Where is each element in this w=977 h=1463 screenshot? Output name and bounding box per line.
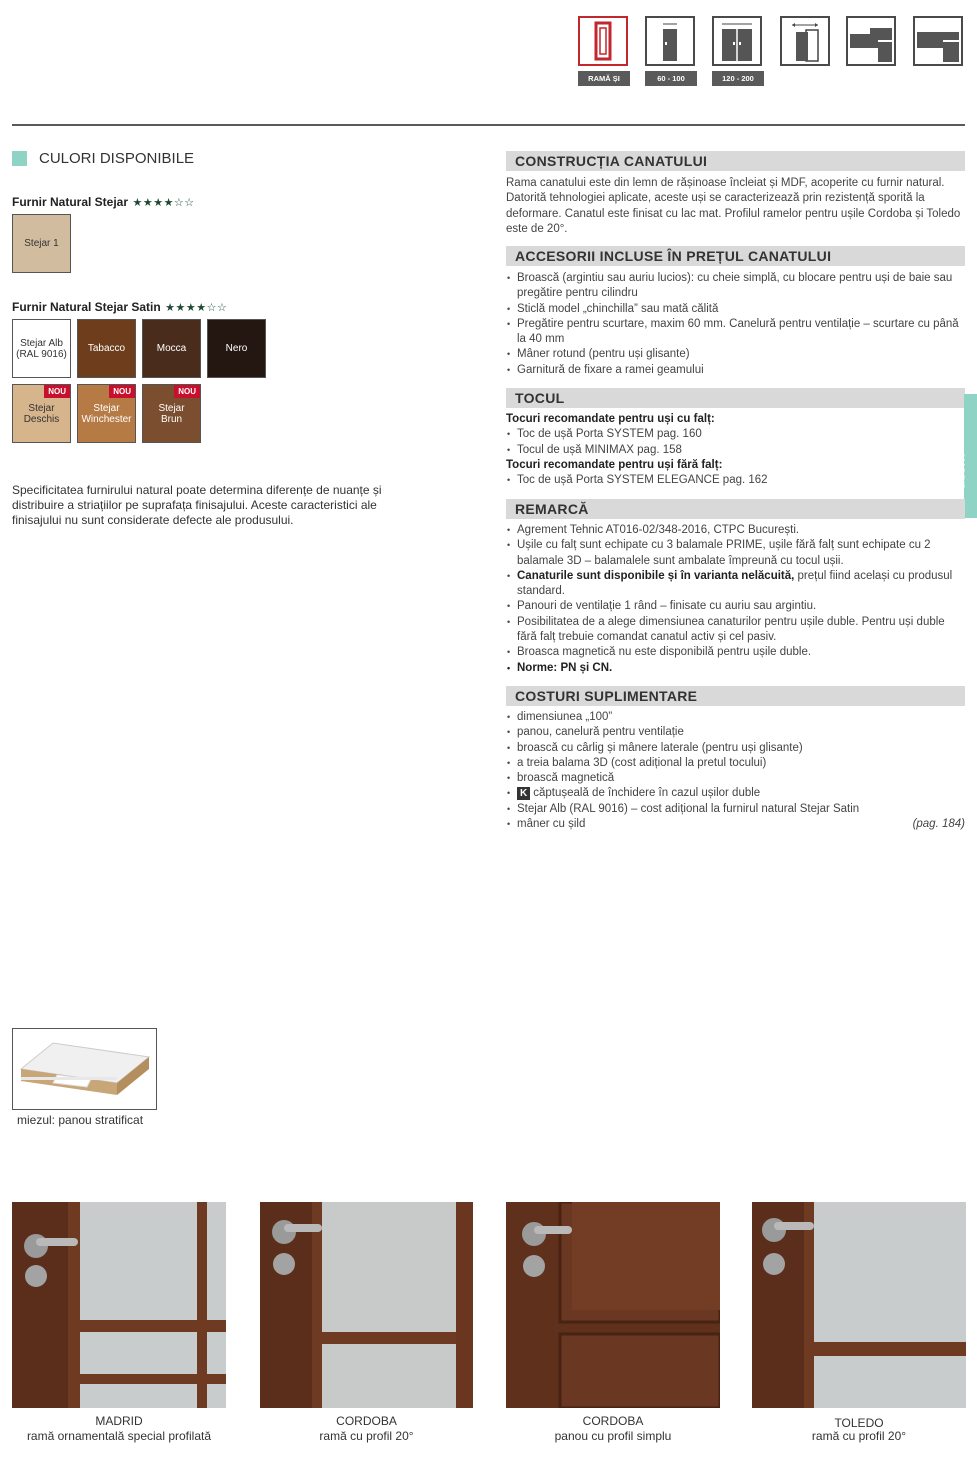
list-item: • panou, canelură pentru ventilație [506,725,965,740]
extra-costs-heading: COSTURI SUPLIMENTARE [506,686,965,706]
group2-rating: ★★★★☆☆ [165,302,228,314]
list-item: • Garnitură de fixare a ramei geamului [506,363,965,378]
section-marker [12,151,27,166]
k-item-text: căptușeală de închidere în cazul ușilor duble [533,787,761,800]
swatch-mocca[interactable] [142,319,201,378]
group1-rating: ★★★★☆☆ [132,197,195,209]
list-item: • Agrement Tehnic AT016-02/348-2016, CTPC București. [506,523,965,538]
door-photo-cordoba-frame [260,1202,473,1408]
group1-title [12,193,195,211]
page-reference: (pag. 184) [912,818,965,831]
extra-costs-list [506,710,965,832]
rebated-profile-icon [846,16,896,66]
k-badge-icon: K [517,787,530,800]
remark-list [506,523,965,676]
list-item: • Sticlă model „chinchilla” sau mată călită [506,302,965,317]
door-name: CORDOBA [582,1414,644,1428]
frame-panel-icon [578,16,628,66]
double-door-icon [712,16,762,66]
remark-heading: REMARCĂ [506,499,965,519]
list-item: • Ușile cu falț sunt echipate cu 3 balamale PRIME, ușile fără falț sunt echipate cu 2 balamale 3D – balamalele sunt ambalate împreună cu tocul ușii. [506,538,965,569]
list-item: • Mâner rotund (pentru uși glisante) [506,347,965,362]
list-item: • broască cu cârlig și mânere laterale (pentru uși glisante) [506,741,965,756]
list-item: • Panouri de ventilație 1 rând – finisate cu auriu sau argintiu. [506,599,965,614]
width-range-single: 60 - 100 [645,71,697,86]
swatch-label: Stejar 1 [24,238,59,249]
swatch-label: Stejar Winchester [81,402,132,425]
new-badge: NOU [174,385,200,398]
new-badge: NOU [109,385,135,398]
side-tab [956,394,977,518]
frame-heading: TOCUL [506,388,965,408]
list-item: • Broască (argintiu sau auriu lucios): cu cheie simplă, cu blocare pentru uși de baie sau pregătire pentru cilindru [506,271,965,302]
swatch-label: Nero [225,343,248,354]
list-item: • Broasca magnetică nu este disponibilă pentru ușile duble. [506,645,965,660]
construction-paragraph: Rama canatului este din lemn de rășinoase încleiat și MDF, acoperite cu furnir natural. Datorită tehnologiei aplicate, aceste uși se caracterizează prin rezistență sporită la deformare. Canatul este finisat cu lac mat. Profilul ramelor pentru ușile Cordoba și Toledo este de 20°. [506,177,961,235]
veneer-note: Specificitatea furnirului natural poate determina diferențe de nuanțe și distribuire a striațiilor pe suprafața finisajului. Aceste caracteristici ale finisajului nu sunt considerate defecte ale produsului. [12,483,382,527]
item-rest: prețul fiind același cu produsul standard. [517,569,953,598]
emphasis-text: Canaturile sunt disponibile și în varianta nelăcuită, [517,569,795,582]
list-item: • Tocul de ușă MINIMAX pag. 158 [506,443,965,458]
list-item: • Toc de ușă Porta SYSTEM ELEGANCE pag. 162 [506,473,965,488]
list-item: • Posibilitatea de a alege dimensiunea canaturilor pentru ușile duble. Pentru uși duble fără falț trebuie comandat canatul activ și cel pasiv. [506,615,965,646]
door-photo-toledo [752,1202,966,1408]
door-caption-toledo [752,1416,966,1444]
item-text: • mâner cu șild [517,818,586,831]
flush-profile-icon [913,16,963,66]
list-item [506,786,965,801]
frame-subtitle-flush: Tocuri recomandate pentru uși fără falț: [506,458,723,471]
door-photo-madrid [12,1202,226,1408]
accessories-heading: ACCESORII INCLUSE ÎN PREȚUL CANATULUI [506,246,965,266]
swatch-label: Stejar Alb (RAL 9016) [16,337,67,360]
list-item: • Norme: PN și CN. [506,661,965,676]
colors-title-text: CULORI DISPONIBILE [39,150,195,167]
group2-title-text: Furnir Natural Stejar Satin [12,300,161,314]
single-door-icon [645,16,695,66]
door-name: CORDOBA [336,1414,397,1428]
group2-title [12,298,227,316]
door-name: TOLEDO [834,1416,884,1430]
side-tab-label: MADRID [956,454,966,490]
swatch-label: Mocca [156,343,187,354]
swatch-tabacco[interactable] [77,319,136,378]
door-description: ramă cu profil 20° [319,1429,414,1443]
header-divider [12,124,965,126]
swatch-stejar-winchester[interactable] [77,384,136,443]
door-description: panou cu profil simplu [554,1429,672,1443]
swatch-stejar-1[interactable] [12,214,71,273]
swatch-label: Tabacco [87,343,126,354]
swatch-label: Stejar Deschis [23,402,60,425]
swatch-label: Stejar Brun [158,402,185,425]
accessories-list [506,271,965,378]
frame-content [506,412,965,488]
core-caption: miezul: panou stratificat [17,1113,144,1127]
list-item: • broască magnetică [506,771,965,786]
door-caption-cordoba-frame [260,1414,473,1444]
width-range-double: 120 - 200 [712,71,764,86]
list-item [506,817,965,832]
door-caption-cordoba-panel [506,1414,720,1444]
swatch-stejar-alb[interactable] [12,319,71,378]
list-item: • Toc de ușă Porta SYSTEM pag. 160 [506,427,965,442]
swatch-stejar-deschis[interactable] [12,384,71,443]
door-caption-madrid [12,1414,226,1444]
frame-subtitle-rebated: Tocuri recomandate pentru uși cu falț: [506,413,715,425]
door-description: ramă cu profil 20° [811,1429,907,1443]
swatch-nero[interactable] [207,319,266,378]
list-item: • dimensiunea „100” [506,710,965,725]
door-description: ramă ornamentală special profilată [26,1429,212,1443]
swatch-stejar-brun[interactable] [142,384,201,443]
new-badge: NOU [44,385,70,398]
door-photo-cordoba-panel [506,1202,720,1408]
core-illustration [12,1028,157,1110]
construction-text [506,176,965,237]
construction-heading: CONSTRUCȚIA CANATULUI [506,151,965,171]
door-name: MADRID [95,1414,143,1428]
list-item: • Pregătire pentru scurtare, maxim 60 mm. Canelură pentru ventilație – scurtare cu până la 40 mm [506,317,965,348]
frame-panel-tag: RAMĂ ȘI PANOU [578,71,630,86]
sliding-door-icon [780,16,830,66]
list-item: • Stejar Alb (RAL 9016) – cost adițional la furnirul natural Stejar Satin [506,802,965,817]
list-item [506,569,965,600]
group1-title-text: Furnir Natural Stejar [12,195,129,209]
colors-title [12,150,194,167]
list-item: • a treia balama 3D (cost adițional la pretul tocului) [506,756,965,771]
